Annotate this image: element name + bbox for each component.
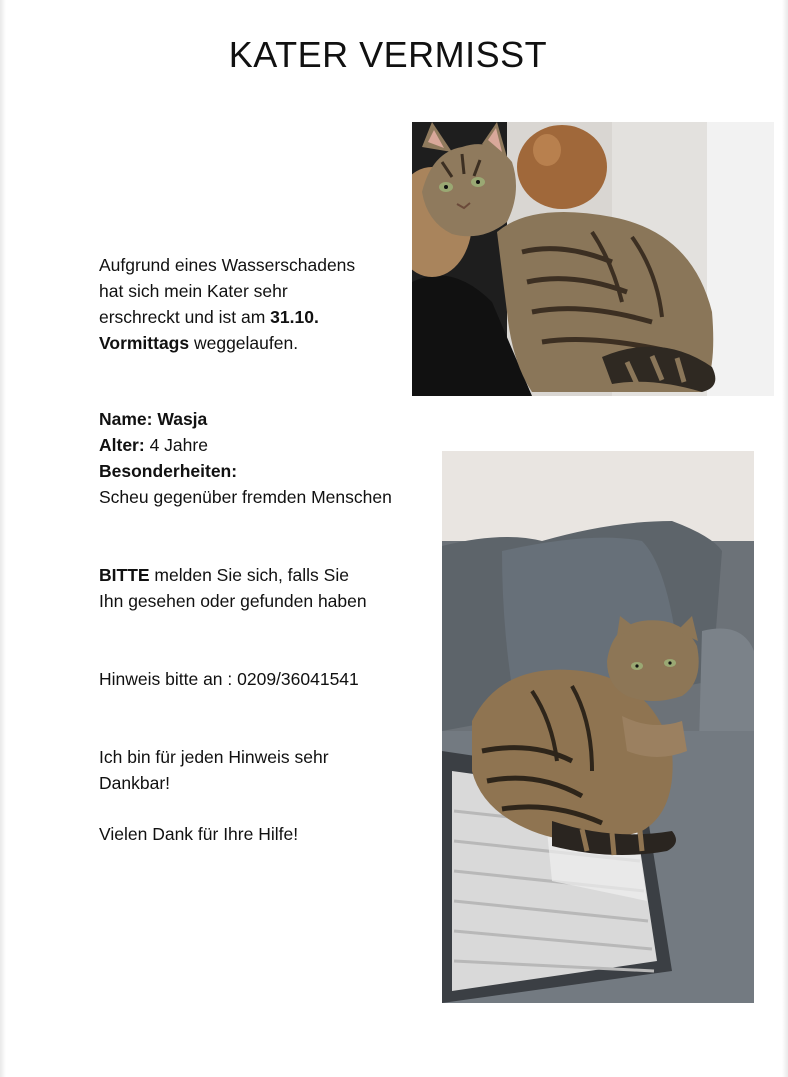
request-paragraph <box>99 562 367 614</box>
cat-age: Alter: 4 Jahre <box>99 435 208 455</box>
intro-line-4: Vormittags weggelaufen. <box>99 333 299 353</box>
features-value: Scheu gegenüber fremden Menschen <box>99 487 392 507</box>
thanks-line-1: Ich bin für jeden Hinweis sehr <box>99 747 329 767</box>
intro-line-3: erschreckt und ist am 31.10. <box>99 307 319 327</box>
request-line-2: Ihn gesehen oder gefunden haben <box>99 591 367 611</box>
intro-line-2: hat sich mein Kater sehr <box>99 281 288 301</box>
cat-name: Name: Wasja <box>99 409 208 429</box>
cat-photo-couch <box>442 451 754 1003</box>
intro-paragraph <box>99 252 355 356</box>
features-label: Besonderheiten: <box>99 461 238 481</box>
thanks-paragraph <box>99 744 329 796</box>
cat-details <box>99 406 392 510</box>
contact-line: Hinweis bitte an : 0209/36041541 <box>99 669 359 689</box>
request-line-1: BITTE melden Sie sich, falls Sie <box>99 565 349 585</box>
cat-photo-sitting <box>412 122 774 396</box>
closing-line: Vielen Dank für Ihre Hilfe! <box>99 824 299 844</box>
missing-date: 31.10. <box>270 307 319 327</box>
thanks-line-2: Dankbar! <box>99 773 171 793</box>
intro-line-1: Aufgrund eines Wasserschadens <box>99 255 356 275</box>
missing-time: Vormittags <box>99 333 190 353</box>
page-title: KATER VERMISST <box>228 34 548 75</box>
